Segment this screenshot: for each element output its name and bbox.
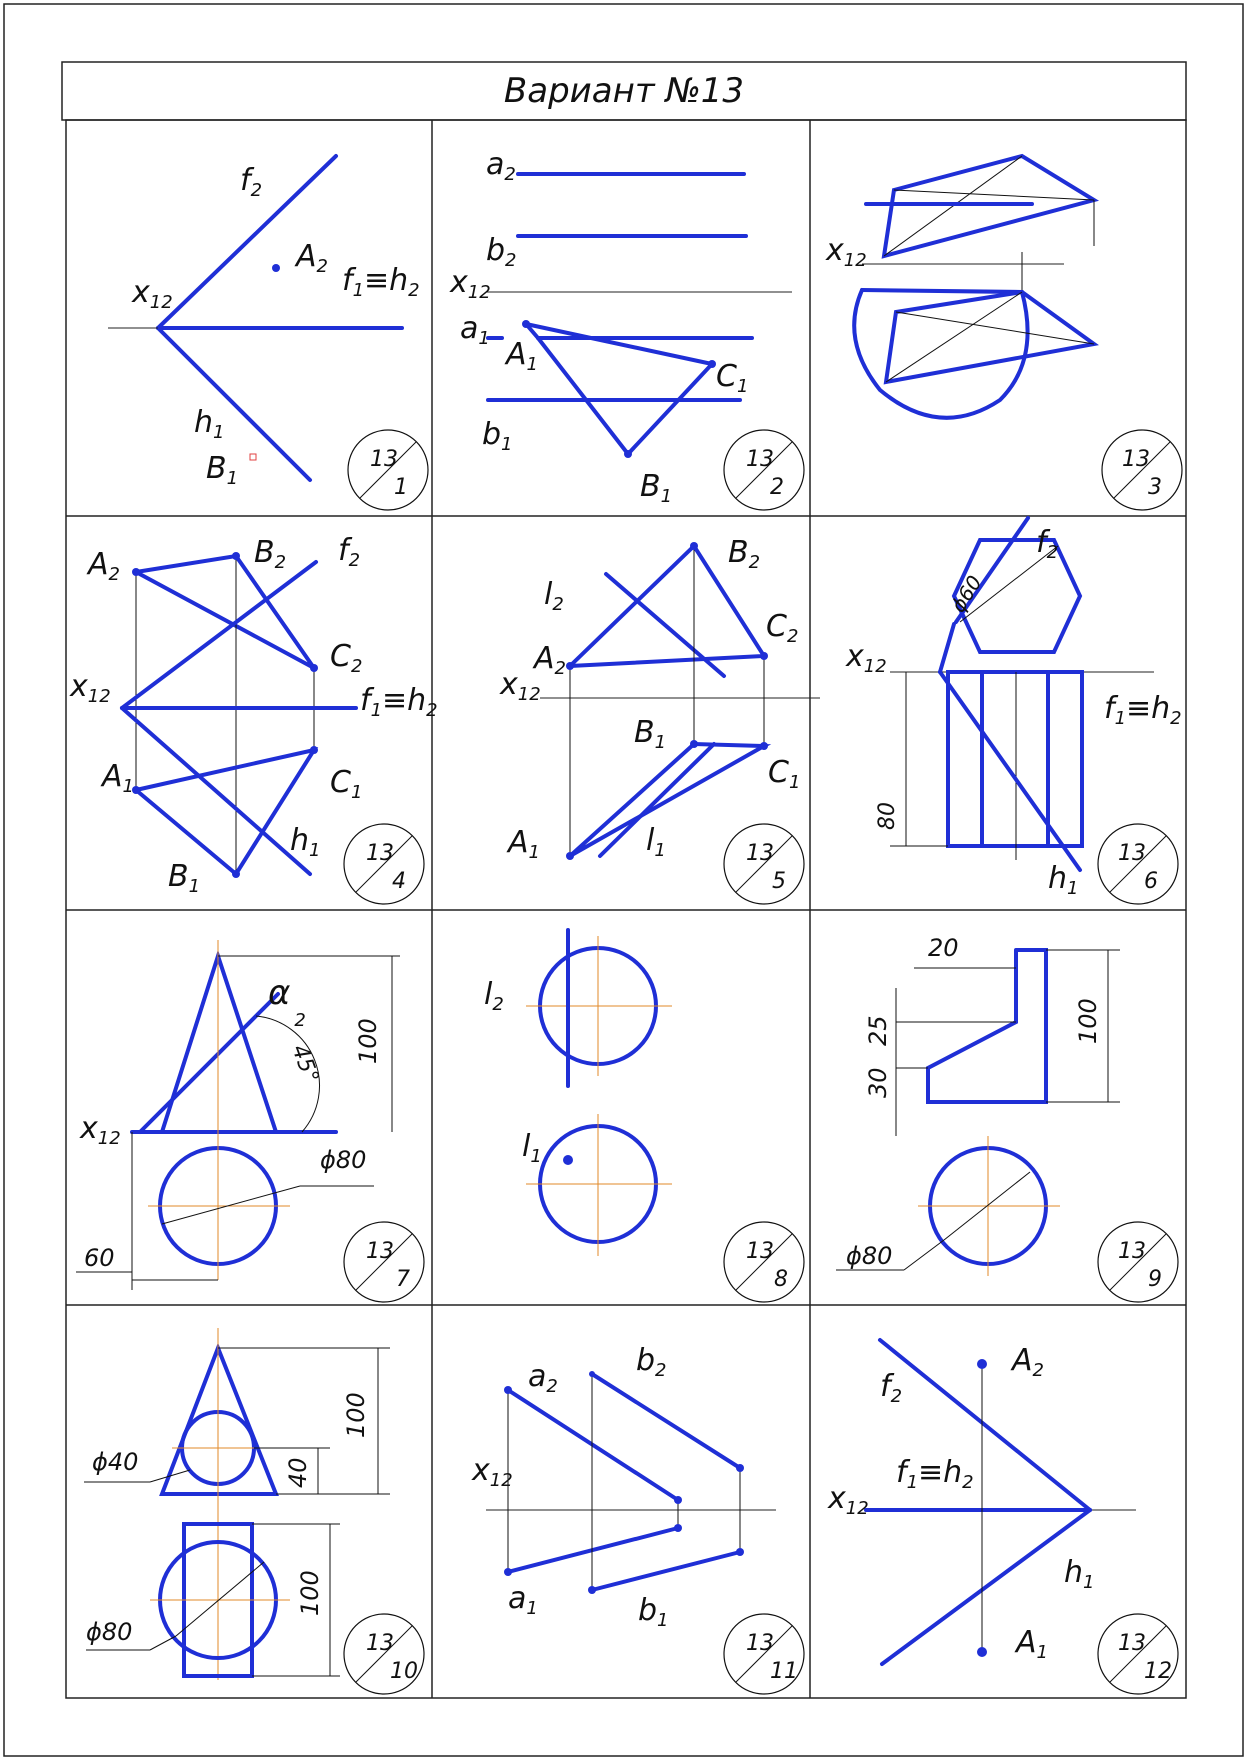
- task-6-badge: [1098, 824, 1178, 904]
- task-4-badge: [344, 824, 424, 904]
- svg-text:13: 13: [366, 841, 394, 866]
- svg-text:b2: $b_2$: [636, 1343, 667, 1381]
- task-7: [76, 940, 424, 1302]
- svg-text:l1: $l_1$: [646, 823, 666, 861]
- svg-text:f2: $f_2$: [1036, 525, 1059, 563]
- svg-text:h1: $h_1$: [290, 823, 321, 861]
- svg-text:13: 13: [746, 447, 774, 472]
- svg-text:13: 13: [370, 447, 398, 472]
- svg-text:C1: $C_1$: [330, 765, 363, 803]
- svg-text:7: 7: [396, 1267, 410, 1292]
- svg-text:11: 11: [770, 1659, 798, 1684]
- svg-text:B1: $B_1$: [206, 451, 239, 489]
- svg-text:5: 5: [772, 869, 786, 894]
- svg-text:h1: $h_1$: [1064, 1555, 1095, 1593]
- task-4: [69, 533, 438, 904]
- svg-text:25: 25: [864, 1015, 892, 1046]
- svg-text:x12: $x_{12}$: [500, 667, 541, 705]
- svg-text:x12: $x_{12}$: [472, 1453, 513, 1491]
- svg-text:x12: $x_{12}$: [450, 265, 491, 303]
- page-title: Вариант №13: [503, 71, 745, 111]
- svg-text:B2: $B_2$: [728, 535, 761, 573]
- svg-text:B1: $B_1$: [168, 859, 201, 897]
- task-6: [845, 518, 1182, 904]
- svg-text:ϕ60: ϕ60: [945, 571, 987, 617]
- svg-text:h1: $h_1$: [1048, 861, 1079, 899]
- svg-text:a2: $a_2$: [528, 1359, 558, 1397]
- svg-text:f1≡h2: $f_1\equiv h_2$: [360, 683, 438, 721]
- svg-text:9: 9: [1148, 1267, 1162, 1292]
- svg-text:100: 100: [296, 1570, 324, 1616]
- svg-text:l2: $l_2$: [544, 577, 564, 615]
- svg-text:C1: $C_1$: [768, 755, 801, 793]
- svg-text:a2: $a_2$: [486, 147, 516, 185]
- svg-text:x12: $x_{12}$: [846, 639, 887, 677]
- task-11: [471, 1343, 804, 1694]
- svg-text:13: 13: [1118, 1239, 1146, 1264]
- svg-text:x12: $x_{12}$: [70, 669, 111, 707]
- task-9-badge: [1098, 1222, 1178, 1302]
- task-9: [836, 934, 1178, 1302]
- svg-text:3: 3: [1148, 475, 1162, 500]
- svg-text:C2: $C_2$: [766, 609, 799, 647]
- svg-text:12: 12: [1144, 1659, 1172, 1684]
- task-1-badge: [348, 430, 428, 510]
- svg-text:13: 13: [1122, 447, 1150, 472]
- svg-text:ϕ40: ϕ40: [92, 1448, 139, 1476]
- svg-text:10: 10: [390, 1659, 418, 1684]
- svg-text:l1: $l_1$: [522, 1129, 542, 1167]
- svg-text:45°: 45°: [286, 1041, 324, 1087]
- svg-text:A1: $A_1$: [508, 825, 540, 863]
- svg-text:f1≡h2: $f_1\equiv h_2$: [896, 1455, 974, 1493]
- svg-text:4: 4: [392, 869, 406, 894]
- svg-text:a1: $a_1$: [460, 311, 490, 349]
- svg-text:l2: $l_2$: [484, 977, 504, 1015]
- svg-text:13: 13: [746, 841, 774, 866]
- svg-text:8: 8: [774, 1267, 788, 1292]
- svg-text:2: 2: [770, 475, 784, 500]
- svg-text:f2: $f_2$: [880, 1369, 903, 1407]
- svg-text:A1: $A_1$: [1016, 1625, 1048, 1663]
- svg-text:x12: $x_{12}$: [828, 1481, 869, 1519]
- task-3: [825, 156, 1182, 510]
- task-2-badge: [724, 430, 804, 510]
- task-5: [499, 535, 820, 904]
- svg-text:B1: $B_1$: [634, 715, 667, 753]
- svg-text:100: 100: [354, 1018, 382, 1064]
- svg-text:α2: $\alpha_2$: [268, 973, 306, 1031]
- svg-text:40: 40: [284, 1457, 312, 1488]
- svg-text:f2: $f_2$: [338, 533, 361, 571]
- svg-text:13: 13: [746, 1239, 774, 1264]
- svg-text:C1: $C_1$: [716, 359, 749, 397]
- task-5-badge: [724, 824, 804, 904]
- svg-text:A2: $A_2$: [534, 641, 566, 679]
- svg-text:6: 6: [1144, 869, 1158, 894]
- svg-text:A2: $A_2$: [296, 239, 328, 277]
- task-12-badge: [1098, 1614, 1178, 1694]
- svg-text:A2: $A_2$: [1012, 1343, 1044, 1381]
- svg-text:20: 20: [928, 934, 959, 962]
- task-7-badge: [344, 1222, 424, 1302]
- svg-text:100: 100: [342, 1392, 370, 1438]
- task-11-badge: [724, 1614, 804, 1694]
- task-3-badge: [1102, 430, 1182, 510]
- svg-text:f1≡h2: $f_1\equiv h_2$: [1104, 691, 1182, 729]
- svg-text:A2: $A_2$: [88, 547, 120, 585]
- svg-text:B1: $B_1$: [640, 469, 673, 507]
- svg-text:x12: $x_{12}$: [132, 275, 173, 313]
- svg-text:B2: $B_2$: [254, 535, 287, 573]
- svg-text:C2: $C_2$: [330, 639, 363, 677]
- svg-text:13: 13: [366, 1631, 394, 1656]
- svg-text:b1: $b_1$: [482, 417, 513, 455]
- svg-text:h1: $h_1$: [194, 405, 225, 443]
- svg-text:30: 30: [864, 1067, 892, 1098]
- svg-text:ϕ80: ϕ80: [86, 1618, 133, 1646]
- task-12: [827, 1340, 1178, 1694]
- task-10-badge: [344, 1614, 424, 1694]
- svg-text:b1: $b_1$: [638, 1593, 669, 1631]
- svg-text:A1: $A_1$: [102, 759, 134, 797]
- svg-text:13: 13: [746, 1631, 774, 1656]
- svg-text:f1≡h2: $f_1\equiv h_2$: [342, 263, 420, 301]
- svg-text:1: 1: [394, 475, 408, 500]
- task-8-badge: [724, 1222, 804, 1302]
- svg-text:f2: $f_2$: [240, 163, 263, 201]
- svg-text:80: 80: [875, 802, 900, 830]
- task-2: [449, 147, 804, 510]
- svg-text:x12: $x_{12}$: [80, 1111, 121, 1149]
- svg-text:a1: $a_1$: [508, 1581, 538, 1619]
- svg-text:100: 100: [1074, 998, 1102, 1044]
- svg-text:ϕ80: ϕ80: [320, 1146, 367, 1174]
- svg-text:ϕ80: ϕ80: [846, 1242, 893, 1270]
- svg-text:13: 13: [366, 1239, 394, 1264]
- svg-text:b2: $b_2$: [486, 233, 517, 271]
- svg-text:13: 13: [1118, 841, 1146, 866]
- task-10: [84, 1328, 424, 1694]
- svg-text:A1: $A_1$: [506, 337, 538, 375]
- task-1: [108, 156, 428, 510]
- svg-text:13: 13: [1118, 1631, 1146, 1656]
- svg-text:60: 60: [84, 1244, 115, 1272]
- svg-text:x12: $x_{12}$: [826, 233, 867, 271]
- task-8: [484, 930, 804, 1302]
